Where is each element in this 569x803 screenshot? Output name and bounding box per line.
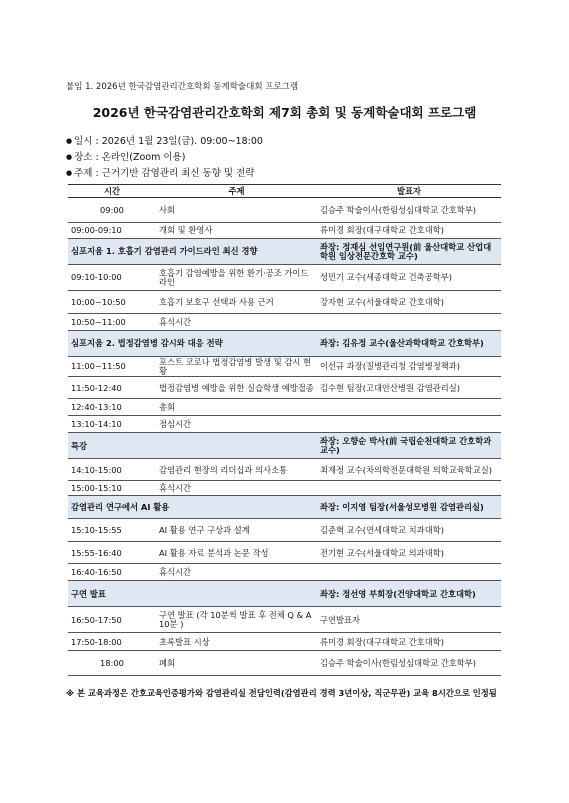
topic-cell [156,291,317,314]
topic-cell [156,357,317,377]
bullet-icon: ● [66,153,73,161]
presenter-cell [317,651,501,676]
topic-text: AI 활용 연구 구상과 설계 [159,525,250,536]
topic-text: 호흡기 감염예방을 위한 환기·공조 가이드라인 [159,267,309,287]
session-chair-cell [317,433,501,459]
topic-cell [156,399,317,416]
session-header-row [68,433,501,459]
time-cell: 15:55-16:40 [68,542,156,564]
time-cell: 09:10-10:00 [68,265,156,291]
time-cell: 15:10-15:55 [68,519,156,542]
session-title: 감염관리 연구에서 AI 활용 [68,496,317,519]
presenter-cell [317,481,501,496]
time-cell: 14:10-15:00 [68,459,156,481]
session-title: 특강 [68,433,317,459]
presenter-cell [317,265,501,291]
topic-cell [156,459,317,481]
topic-text: 총회 [159,402,176,413]
topic-cell [156,481,317,496]
session-header-row [68,331,501,357]
table-row [68,291,501,314]
presenter-text: 강자현 교수(서울대학교 간호대학) [320,296,444,307]
topic-cell [156,633,317,651]
session-title: 심포지움 2. 법정감염병 감시와 대응 전략 [68,331,317,357]
presenter-cell [317,564,501,581]
presenter-text: 김수현 팀장(고대안산병원 감염관리실) [320,382,460,393]
presenter-text: 김승주 학술이사(한림성심대학교 간호학부) [320,204,477,215]
page-title: 2026년 한국감염관리간호학회 제7회 총회 및 동계학술대회 프로그램 [92,105,477,120]
table-row [68,314,501,331]
table-row [68,651,501,676]
presenter-cell [317,633,501,651]
info-theme-text: 주제 : 근거기반 감염관리 최신 동향 및 전략 [74,168,255,179]
presenter-cell [317,198,501,223]
presenter-cell [317,607,501,633]
topic-cell [156,607,317,633]
topic-text: 폐회 [159,658,176,669]
presenter-text: 류미경 회장(대구대학교 간호대학) [320,225,444,236]
topic-cell [156,651,317,676]
time-cell: 12:40-13:10 [68,399,156,416]
session-chair-cell [317,581,501,607]
topic-text: 점심시간 [159,419,192,430]
table-row [68,399,501,416]
topic-cell [156,377,317,399]
table-row [68,564,501,581]
bullet-icon: ● [66,169,73,177]
presenter-text: 구연발표자 [320,614,361,625]
footnote: ※ 본 교육과정은 간호교육인증평가와 감염관리실 전담인력(감염관리 경력 3년이상, 직군무관) 교육 8시간으로 인정됨 [66,688,497,698]
time-cell: 13:10-14:10 [68,416,156,433]
info-date [66,133,263,147]
table-row [68,223,501,239]
topic-text: 법정감염병 예방을 위한 실습학생 예방접종 [159,382,314,393]
header-presenter: 발표자 [317,185,501,198]
table-row [68,265,501,291]
topic-text: 초록발표 시상 [159,636,210,647]
topic-cell [156,542,317,564]
presenter-cell [317,377,501,399]
presenter-cell [317,399,501,416]
presenter-text: 김승주 학술이사(한림성심대학교 간호학부) [320,658,477,669]
session-chair: 좌장: 오향순 박사(前 국립순천대학교 간호학과 교수) [320,436,492,455]
time-cell: 09:00-09:10 [68,223,156,239]
info-place [66,149,185,163]
session-header-row [68,496,501,519]
presenter-cell [317,416,501,433]
topic-text: 휴식시간 [159,567,192,578]
time-cell: 10:00~10:50 [68,291,156,314]
table-row [68,519,501,542]
time-cell: 16:40-16:50 [68,564,156,581]
topic-cell [156,416,317,433]
session-chair-cell [317,331,501,357]
presenter-text: 류미경 회장(대구대학교 간호대학) [320,636,444,647]
time-cell: 11:00~11:50 [68,357,156,377]
program-table [68,184,501,676]
session-header-row [68,239,501,265]
presenter-text: 이선규 과장(질병관리청 감염병정책과) [320,361,460,372]
presenter-text: 성민기 교수(세종대학교 건축공학부) [320,272,452,283]
topic-cell [156,564,317,581]
time-cell: 18:00 [68,651,156,676]
time-cell: 10:50~11:00 [68,314,156,331]
topic-cell [156,223,317,239]
table-header-row [68,185,501,198]
topic-text: 휴식시간 [159,316,192,327]
table-row [68,459,501,481]
table-row [68,357,501,377]
presenter-cell [317,459,501,481]
table-row [68,607,501,633]
info-place-text: 장소 : 온라인(Zoom 이용) [74,152,186,163]
table-row [68,633,501,651]
topic-cell [156,265,317,291]
time-cell: 11:50-12:40 [68,377,156,399]
time-cell: 09:00 [68,198,156,223]
presenter-text: 전기현 교수(서울대학교 의과대학) [320,547,444,558]
time-cell: 15:00-15:10 [68,481,156,496]
table-row [68,198,501,223]
topic-text: 휴식시간 [159,483,192,494]
session-title: 심포지움 1. 호흡기 감염관리 가이드라인 최신 경향 [68,239,317,265]
table-row [68,416,501,433]
session-chair: 좌장: 정재심 선임연구원(前 울산대학교 산업대학원 임상전문간호학 교수) [320,241,492,261]
presenter-text: 김준혁 교수(연세대학교 치과대학) [320,525,444,536]
topic-cell [156,519,317,542]
presenter-cell [317,519,501,542]
presenter-cell [317,223,501,239]
header-topic: 주제 [156,185,317,198]
bullet-icon: ● [66,137,73,145]
session-chair: 좌장: 김유정 교수(울산과학대학교 간호학부) [320,338,484,349]
info-date-text: 일시 : 2026년 1월 23일(금). 09:00~18:00 [74,136,263,147]
time-cell: 16:50-17:50 [68,607,156,633]
presenter-cell [317,314,501,331]
table-row [68,481,501,496]
attachment-label: 붙임 1. 2026년 한국감염관리간호학회 동계학술대회 프로그램 [66,82,299,92]
session-chair: 좌장: 정선영 부회장(건양대학교 간호대학) [320,588,476,599]
topic-cell [156,198,317,223]
session-chair-cell [317,239,501,265]
info-theme [66,165,254,179]
presenter-cell [317,542,501,564]
session-header-row [68,581,501,607]
presenter-cell [317,357,501,377]
presenter-text: 최재정 교수(차의학전문대학원 의학교육학교실) [320,464,493,475]
session-chair: 좌장: 이지영 팀장(서울성모병원 감염관리실) [320,502,484,513]
time-cell: 17:50-18:00 [68,633,156,651]
header-time: 시간 [68,185,156,198]
topic-text: 감염관리 현장의 리더십과 의사소통 [159,464,288,475]
topic-text: AI 활용 자료 분석과 논문 작성 [159,547,269,558]
table-row [68,377,501,399]
presenter-cell [317,291,501,314]
topic-cell [156,314,317,331]
session-chair-cell [317,496,501,519]
topic-text: 사회 [159,204,176,215]
topic-text: 개회 및 환영사 [159,225,213,236]
session-title: 구연 발표 [68,581,317,607]
topic-text: 포스트 코로나 법정감염병 발생 및 감시 현황 [159,357,312,376]
topic-text: 구연 발표 (각 10분씩 발표 후 전체 Q & A 10분 ) [159,610,312,629]
table-row [68,542,501,564]
topic-text: 호흡기 보호구 선택과 사용 근거 [159,296,274,307]
